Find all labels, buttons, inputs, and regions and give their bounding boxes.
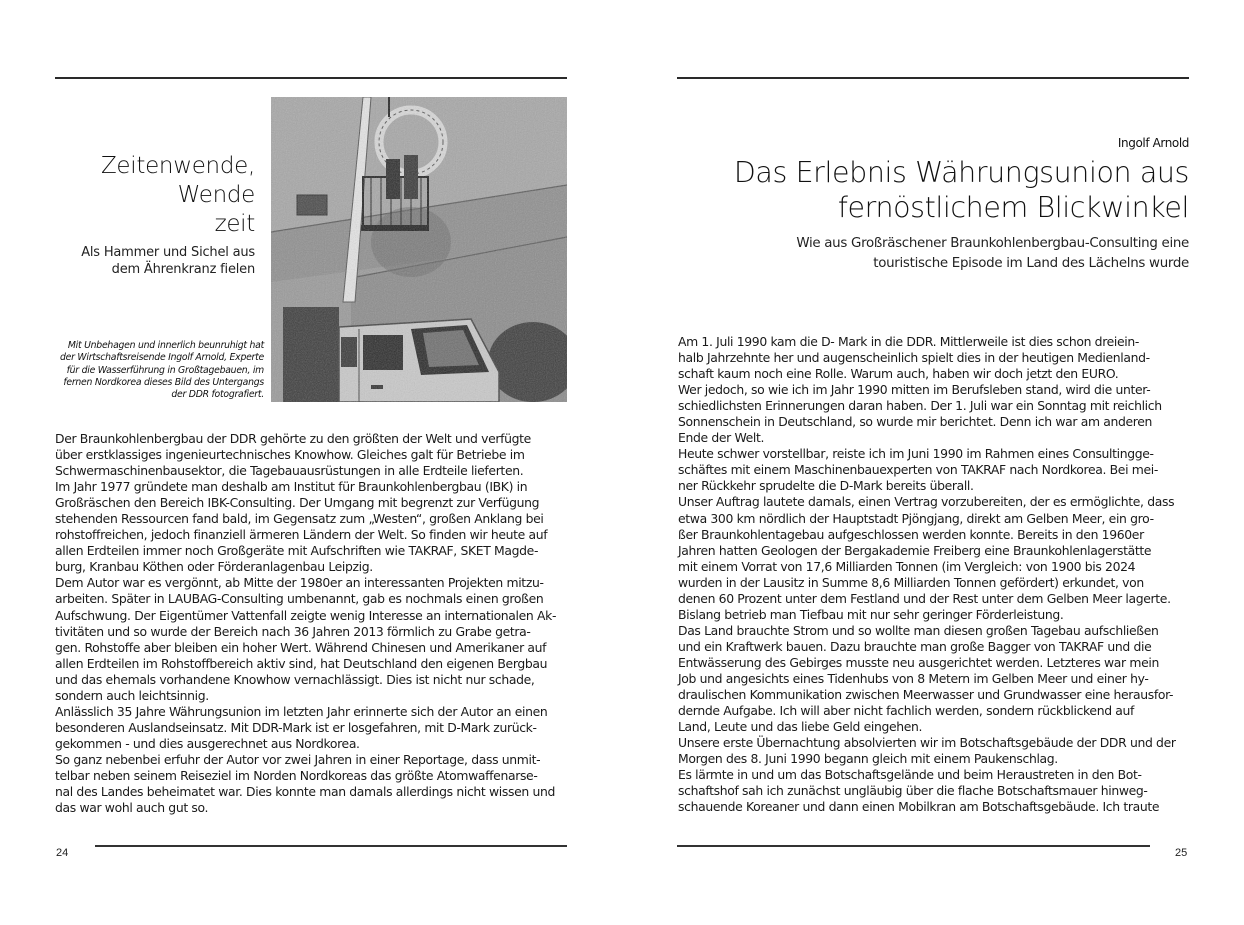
body-line: mit einem Vorrat von 17,6 Milliarden Tonnen (im Vergleich: von 1900 bis 2024 <box>678 558 1136 574</box>
body-line: Unsere erste Übernachtung absolvierten wir im Botschaftsgebäude der DDR und der <box>678 735 1176 751</box>
caption-line: der Wirtschaftsreisende Ingolf Arnold, Experte <box>60 352 264 364</box>
body-line: draulischen Kommunikation zwischen Meerwasser und Grundwasser eine herausfor- <box>678 687 1174 703</box>
left-title-line: Zeitenwende, <box>100 153 255 179</box>
caption-line: Mit Unbehagen und innerlich beunruhigt hat <box>67 340 264 351</box>
body-line: Der Braunkohlenbergbau der DDR gehörte zu den größten der Welt und verfügte <box>55 431 531 446</box>
body-line: allen Erdteilen im Rohstoffbereich aktiv sind, hat Deutschland den eigenen Bergbau <box>55 655 548 671</box>
body-line: arbeiten. Später in LAUBAG-Consulting umbenannt, gab es nochmals einen großen <box>55 591 544 607</box>
left-subtitle-line: Als Hammer und Sichel aus <box>81 245 255 260</box>
body-line: Dem Autor war es vergönnt, ab Mitte der 1980er an interessanten Projekten mitzu- <box>55 575 544 591</box>
caption-line: der DDR fotografiert. <box>171 389 264 401</box>
body-line: schaftshof sah ich zunächst ungläubig über die flache Botschaftsmauer hinweg- <box>678 783 1148 799</box>
body-line: besonderen Auslandseinsatz. Mit DDR-Mark ist er losgefahren, mit D-Mark zurück- <box>55 719 537 735</box>
body-line: etwa 300 km nördlich der Hauptstadt Pjöngjang, direkt am Gelben Meer, ein gro- <box>678 510 1154 526</box>
body-line: halb Jahrzehnte her und augenscheinlich spielt dies in der heutigen Medienland- <box>678 350 1150 366</box>
body-line: Unser Auftrag lautete damals, einen Vertrag vorzubereiten, der es ermöglichte, dass <box>678 494 1175 510</box>
body-line: ner Rückkehr sprudelte die D-Mark bereits überall. <box>678 478 974 494</box>
body-line: schäftes mit einem Maschinenbauexperten von TAKRAF nach Nordkorea. Bei mei- <box>678 462 1158 478</box>
body-line: stehenden Ressourcen fand bald, im Gegensatz zum „Westen“, großen Anklang bei <box>55 511 544 527</box>
page-number-right: 25 <box>1175 847 1188 859</box>
body-line: Im Jahr 1977 gründete man deshalb am Institut für Braunkohlenbergbau (IBK) in <box>55 479 528 495</box>
body-line: gen. Rohstoffe aber bleiben ein hoher Wert. Während Chinesen und Amerikaner auf <box>55 639 547 655</box>
photo-caption <box>50 340 264 401</box>
left-body-text <box>55 431 575 816</box>
photo-illustration <box>271 97 567 402</box>
right-bottom-rule <box>677 845 1150 847</box>
body-line: rohstoffreichen, jedoch finanziell ärmeren Ländern der Welt. So finden wir heute auf <box>55 527 548 543</box>
body-line: Jahren hatten Geologen der Bergakademie Freiberg eine Braunkohlenlagerstätte <box>678 542 1152 558</box>
body-line: dernde Aufgabe. Ich will aber nicht fachlich werden, sondern rückblickend auf <box>678 703 1135 719</box>
body-line: Am 1. Juli 1990 kam die D- Mark in die DDR. Mittlerweile ist dies schon dreiein- <box>678 334 1140 349</box>
caption-line: für die Wasserführung in Großtagebauen, im <box>66 364 264 376</box>
body-line: ßer Braunkohlentagebau aufgeschlossen werden konnte. Bereits in den 1960er <box>678 526 1144 542</box>
body-line: gekommen - und dies ausgerechnet aus Nordkorea. <box>55 735 360 751</box>
body-line: schauende Koreaner und dann einen Mobilkran am Botschaftsgebäude. Ich traute <box>678 799 1160 815</box>
author-name: Ingolf Arnold <box>1117 136 1189 150</box>
body-line: Entwässerung des Gebirges musste neu ausgerichtet werden. Letzteres war mein <box>678 654 1159 670</box>
left-subtitle <box>40 244 255 278</box>
left-title <box>55 152 255 239</box>
body-line: Aufschwung. Der Eigentümer Vattenfall zeigte wenig Interesse an internationalen Ak- <box>55 607 557 623</box>
body-line: Anlässlich 35 Jahre Währungsunion im letzten Jahr erinnerte sich der Autor an einen <box>55 703 548 719</box>
body-line: denen 60 Prozent unter dem Festland und der Rest unter dem Gelben Meer lagerte. <box>678 590 1171 606</box>
body-line: tivitäten und so wurde der Bereich nach 36 Jahren 2013 förmlich zu Grabe getra- <box>55 623 531 639</box>
photo-crane-removing-emblem <box>271 97 567 402</box>
body-line: schaft kaum noch eine Rolle. Warum auch, haben wir doch jetzt den EURO. <box>678 366 1119 382</box>
right-subtitle-line: touristische Episode im Land des Lächelns wurde <box>873 256 1189 271</box>
right-title-line: fernöstlichem Blickwinkel <box>837 191 1189 224</box>
body-line: burg, Kranbau Köthen oder Förderanlagenbau Leipzig. <box>55 559 373 575</box>
left-title-line: Wende <box>177 182 255 208</box>
body-line: Heute schwer vorstellbar, reiste ich im Juni 1990 im Rahmen eines Consultingge- <box>678 446 1154 462</box>
caption-line: fernen Nordkorea dieses Bild des Untergangs <box>63 376 264 388</box>
right-title-line: Das Erlebnis Währungsunion aus <box>733 156 1189 189</box>
body-line: das war wohl auch gut so. <box>55 800 209 816</box>
body-line: Schwermaschinenbausektor, die Tagebauausrüstungen in alle Erdteile lieferten. <box>55 463 524 479</box>
body-line: sondern auch leichtsinnig. <box>55 687 209 703</box>
left-subtitle-line: dem Ährenkranz fielen <box>111 262 255 277</box>
body-line: wurden in der Lausitz in Summe 8,6 Milliarden Tonnen gefördert) erkundet, von <box>678 574 1144 590</box>
right-subtitle <box>700 234 1189 274</box>
body-line: Sonnenschein in Deutschland, so wurde mir berichtet. Denn ich war am anderen <box>678 414 1153 430</box>
body-line: und das ehemals vorhandene Knowhow vernachlässigt. Dies ist nicht nur schade, <box>55 671 535 687</box>
body-line: telbar neben seinem Reiseziel im Norden Nordkoreas das größte Atomwaffenarse- <box>55 767 538 783</box>
body-line: nal des Landes beheimatet war. Dies konnte man damals allerdings nicht wissen und <box>55 784 555 800</box>
right-top-rule <box>677 77 1189 79</box>
body-line: schiedlichsten Erinnerungen daran haben. Der 1. Juli war ein Sonntag mit reichlich <box>678 398 1162 414</box>
body-line: allen Erdteilen immer noch Großgeräte mit Aufschriften wie TAKRAF, SKET Magde- <box>55 543 539 559</box>
body-line: Wer jedoch, so wie ich im Jahr 1990 mitten im Berufsleben stand, wird die unter- <box>678 382 1151 398</box>
body-line: Morgen des 8. Juni 1990 begann gleich mit einem Paukenschlag. <box>678 751 1058 767</box>
left-bottom-rule <box>95 845 567 847</box>
body-line: Es lärmte in und um das Botschaftsgelände und beim Heraustreten in den Bot- <box>678 767 1142 783</box>
right-body-text <box>678 334 1198 815</box>
body-line: Job und angesichts eines Tidenhubs von 8 Metern im Gelben Meer und einer hy- <box>678 670 1149 686</box>
body-line: Das Land brauchte Strom und so wollte man diesen großen Tagebau aufschließen <box>678 622 1159 638</box>
body-line: über erstklassiges ingenieurtechnisches Knowhow. Gleiches galt für Betriebe im <box>55 447 525 463</box>
body-line: Ende der Welt. <box>678 430 765 446</box>
right-title <box>680 155 1189 225</box>
body-line: So ganz nebenbei erfuhr der Autor vor zwei Jahren in einer Reportage, dass unmit- <box>55 751 541 767</box>
body-line: Land, Leute und das liebe Geld eingehen. <box>678 719 923 735</box>
left-title-line: zeit <box>214 211 255 237</box>
body-line: und ein Kraftwerk bauen. Dazu brauchte man große Bagger von TAKRAF und die <box>678 638 1152 654</box>
right-subtitle-line: Wie aus Großräschener Braunkohlenbergbau-Consulting eine <box>796 236 1189 251</box>
page-number-left: 24 <box>56 847 69 859</box>
left-top-rule <box>55 77 567 79</box>
body-line: Großräschen den Bereich IBK-Consulting. Der Umgang mit begrenzt zur Verfügung <box>55 495 540 511</box>
body-line: Bislang betrieb man Tiefbau mit nur sehr geringer Förderleistung. <box>678 606 1064 622</box>
